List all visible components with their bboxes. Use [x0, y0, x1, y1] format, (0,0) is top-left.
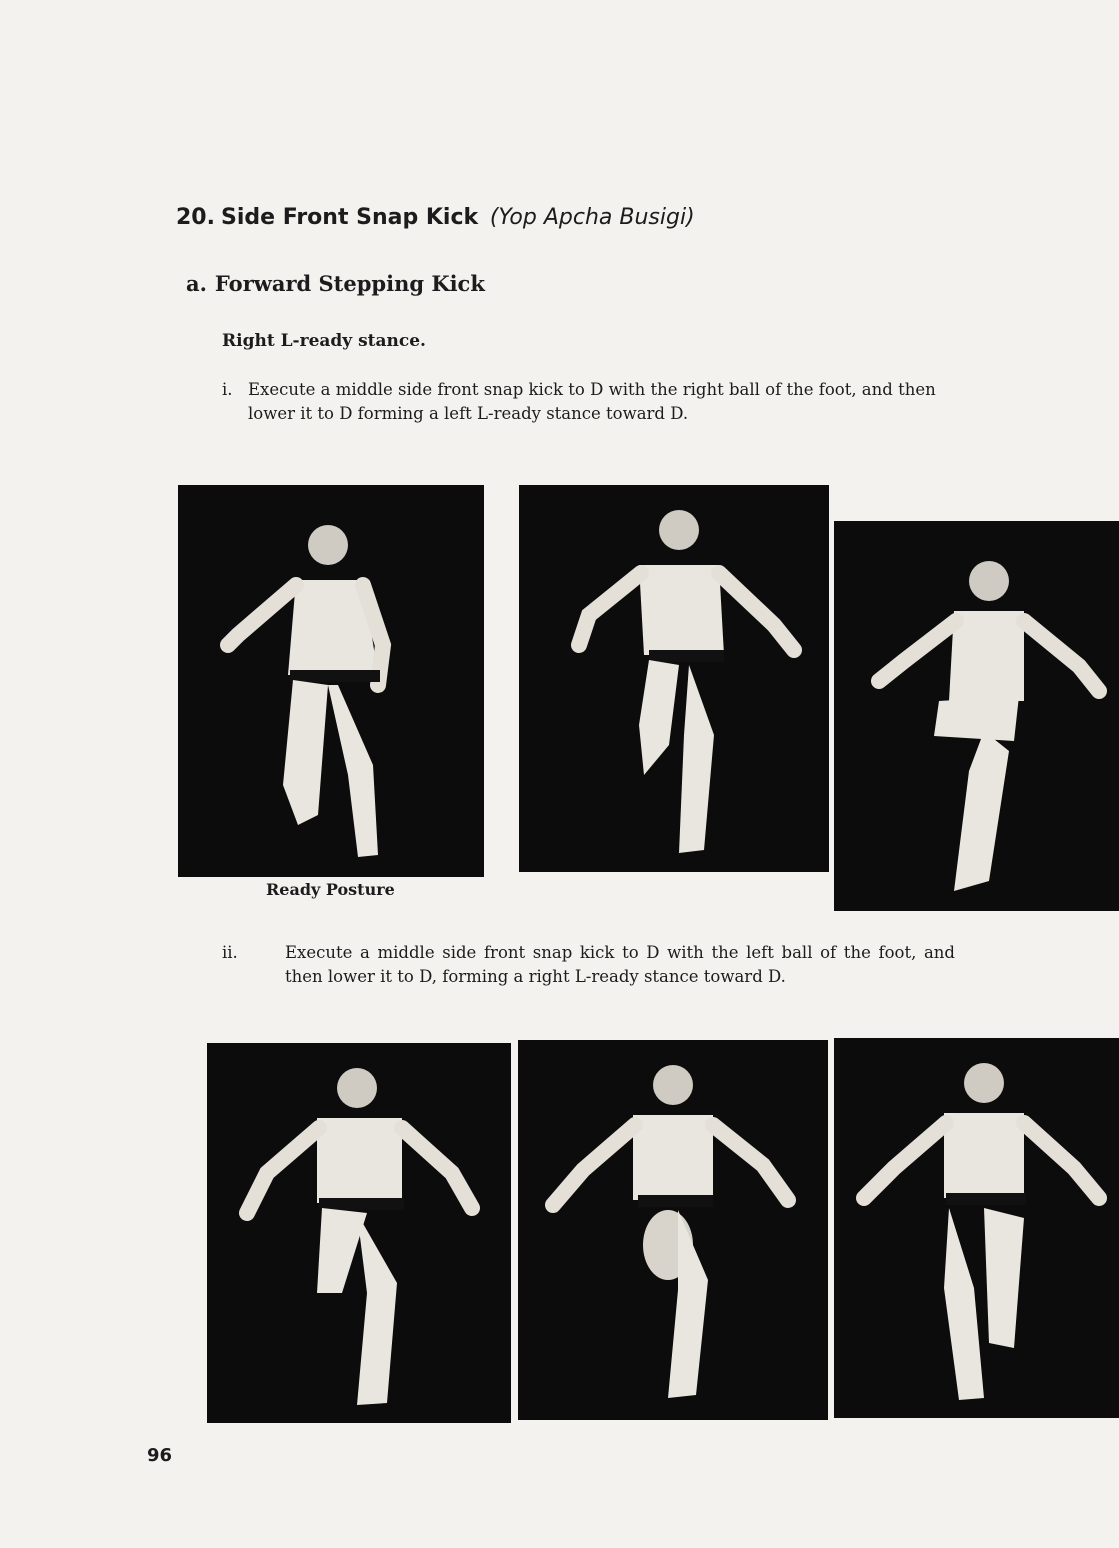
- martial-artist-figure: [518, 1040, 828, 1420]
- step-ii: [222, 941, 962, 1021]
- photo-kick-step-3: [207, 1043, 511, 1423]
- martial-artist-figure: [519, 485, 829, 872]
- martial-artist-figure: [834, 521, 1119, 911]
- photo-kick-step-4: [518, 1040, 828, 1420]
- subsection-letter: a.: [186, 271, 207, 296]
- section-title: Side Front Snap Kick: [220, 205, 479, 230]
- martial-artist-figure: [207, 1043, 511, 1423]
- photo-caption: Ready Posture: [266, 880, 395, 899]
- step-text: Execute a middle side front snap kick to D with the left ball of the foot, and then lower it to D, forming a right L-ready stance toward D.: [285, 943, 955, 986]
- step-text: Execute a middle side front snap kick to D with the right ball of the foot, and then lower it to D forming a left L-ready stance toward D.: [248, 380, 936, 423]
- photo-ready-posture: [178, 485, 484, 877]
- step-marker: ii.: [222, 943, 238, 962]
- step-marker: i.: [222, 380, 233, 399]
- subsection-heading: [186, 271, 485, 296]
- photo-kick-step-2: [834, 521, 1119, 911]
- photo-kick-step-5: [834, 1038, 1119, 1418]
- step-i: [222, 378, 962, 428]
- photo-kick-step-1: [519, 485, 829, 872]
- martial-artist-figure: [178, 485, 484, 877]
- section-heading: [176, 205, 695, 230]
- martial-artist-figure: [834, 1038, 1119, 1418]
- page-number: 96: [147, 1445, 173, 1466]
- subsection-title: Forward Stepping Kick: [214, 271, 485, 296]
- section-korean-title: (Yop Apcha Busigi): [489, 205, 695, 230]
- section-number: 20.: [176, 205, 215, 230]
- starting-stance: Right L-ready stance.: [222, 331, 426, 351]
